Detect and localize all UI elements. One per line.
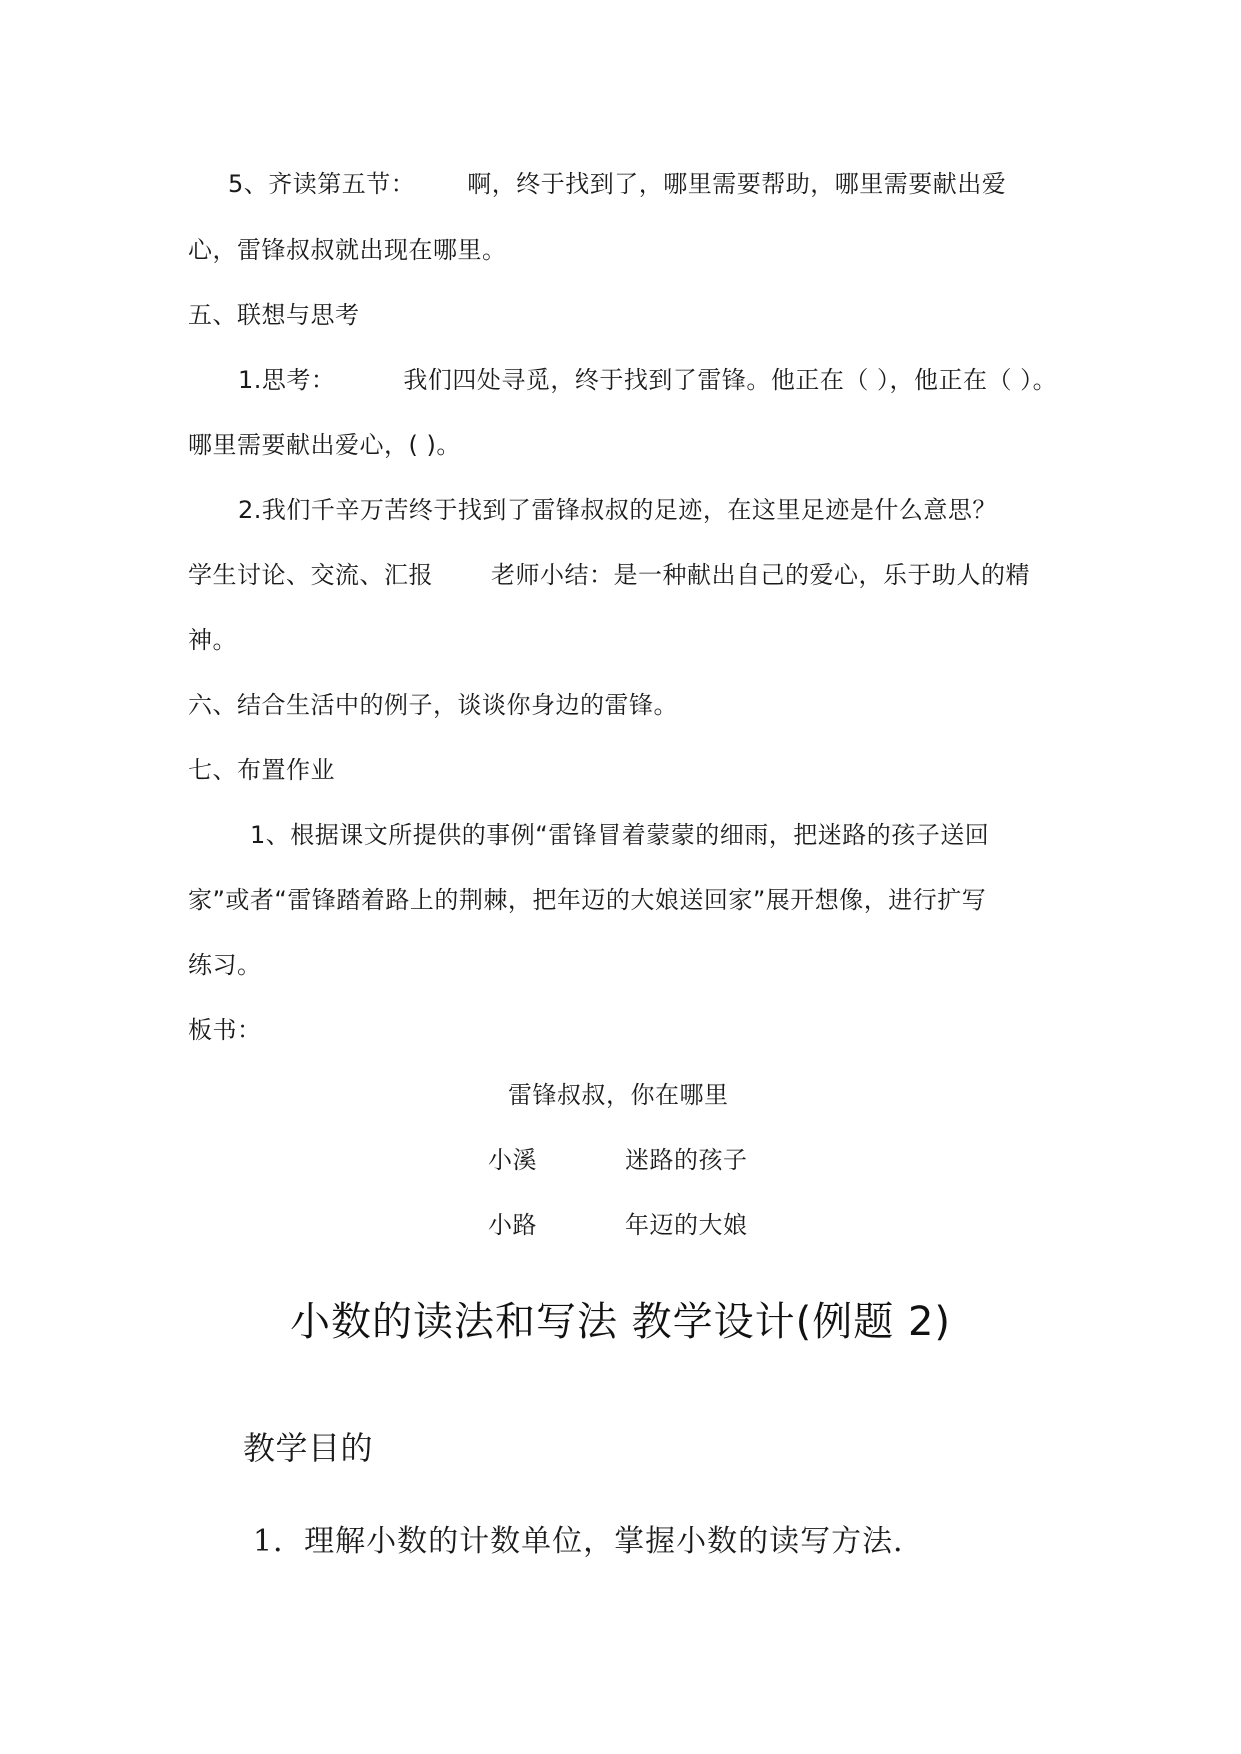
paragraph-5-text: 啊，终于找到了，哪里需要帮助，哪里需要献出爱 (467, 170, 1007, 198)
homework-1-end: 练习。 (188, 951, 262, 979)
board-row-right: 迷路的孩子 (625, 1146, 748, 1174)
question-1-continued: 哪里需要献出爱心，( )。 (188, 431, 461, 459)
teacher-summary-continued: 神。 (188, 626, 237, 654)
section-6-heading: 六、结合生活中的例子，谈谈你身边的雷锋。 (188, 691, 678, 719)
homework-1-continued: 家”或者“雷锋踏着路上的荆棘，把年迈的大娘送回家”展开想像，进行扩写 (188, 886, 987, 914)
question-2: 2.我们千辛万苦终于找到了雷锋叔叔的足迹，在这里足迹是什么意思？ (238, 496, 997, 524)
section-7-heading: 七、布置作业 (188, 756, 335, 784)
paragraph-5 (228, 168, 1006, 200)
question-1 (238, 364, 1057, 396)
discussion-label: 学生讨论、交流、汇报 (188, 561, 433, 589)
homework-1: 1、根据课文所提供的事例“雷锋冒着蒙蒙的细雨，把迷路的孩子送回 (250, 821, 990, 849)
section-5-heading: 五、联想与思考 (188, 301, 360, 329)
teacher-summary: 老师小结：是一种献出自己的爱心，乐于助人的精 (491, 561, 1030, 589)
paragraph-5-continued: 心，雷锋叔叔就出现在哪里。 (188, 236, 507, 264)
goal-heading: 教学目的 (243, 1429, 374, 1467)
design-title: 小数的读法和写法 教学设计(例题 2) (289, 1299, 952, 1345)
board-row-left: 小溪 (488, 1146, 537, 1174)
board-label: 板书： (188, 1016, 262, 1044)
goal-item-1: 1．理解小数的计数单位，掌握小数的读写方法． (253, 1524, 925, 1559)
discussion-line (188, 559, 1030, 591)
question-1-text: 我们四处寻觅，终于找到了雷锋。他正在（ ），他正在（ ）。 (403, 366, 1058, 394)
paragraph-5-label: 5、齐读第五节： (228, 170, 416, 198)
board-row-left: 小路 (488, 1211, 537, 1239)
board-row-right: 年迈的大娘 (625, 1211, 748, 1239)
question-1-label: 1.思考： (238, 366, 336, 394)
board-title: 雷锋叔叔，你在哪里 (508, 1081, 729, 1109)
